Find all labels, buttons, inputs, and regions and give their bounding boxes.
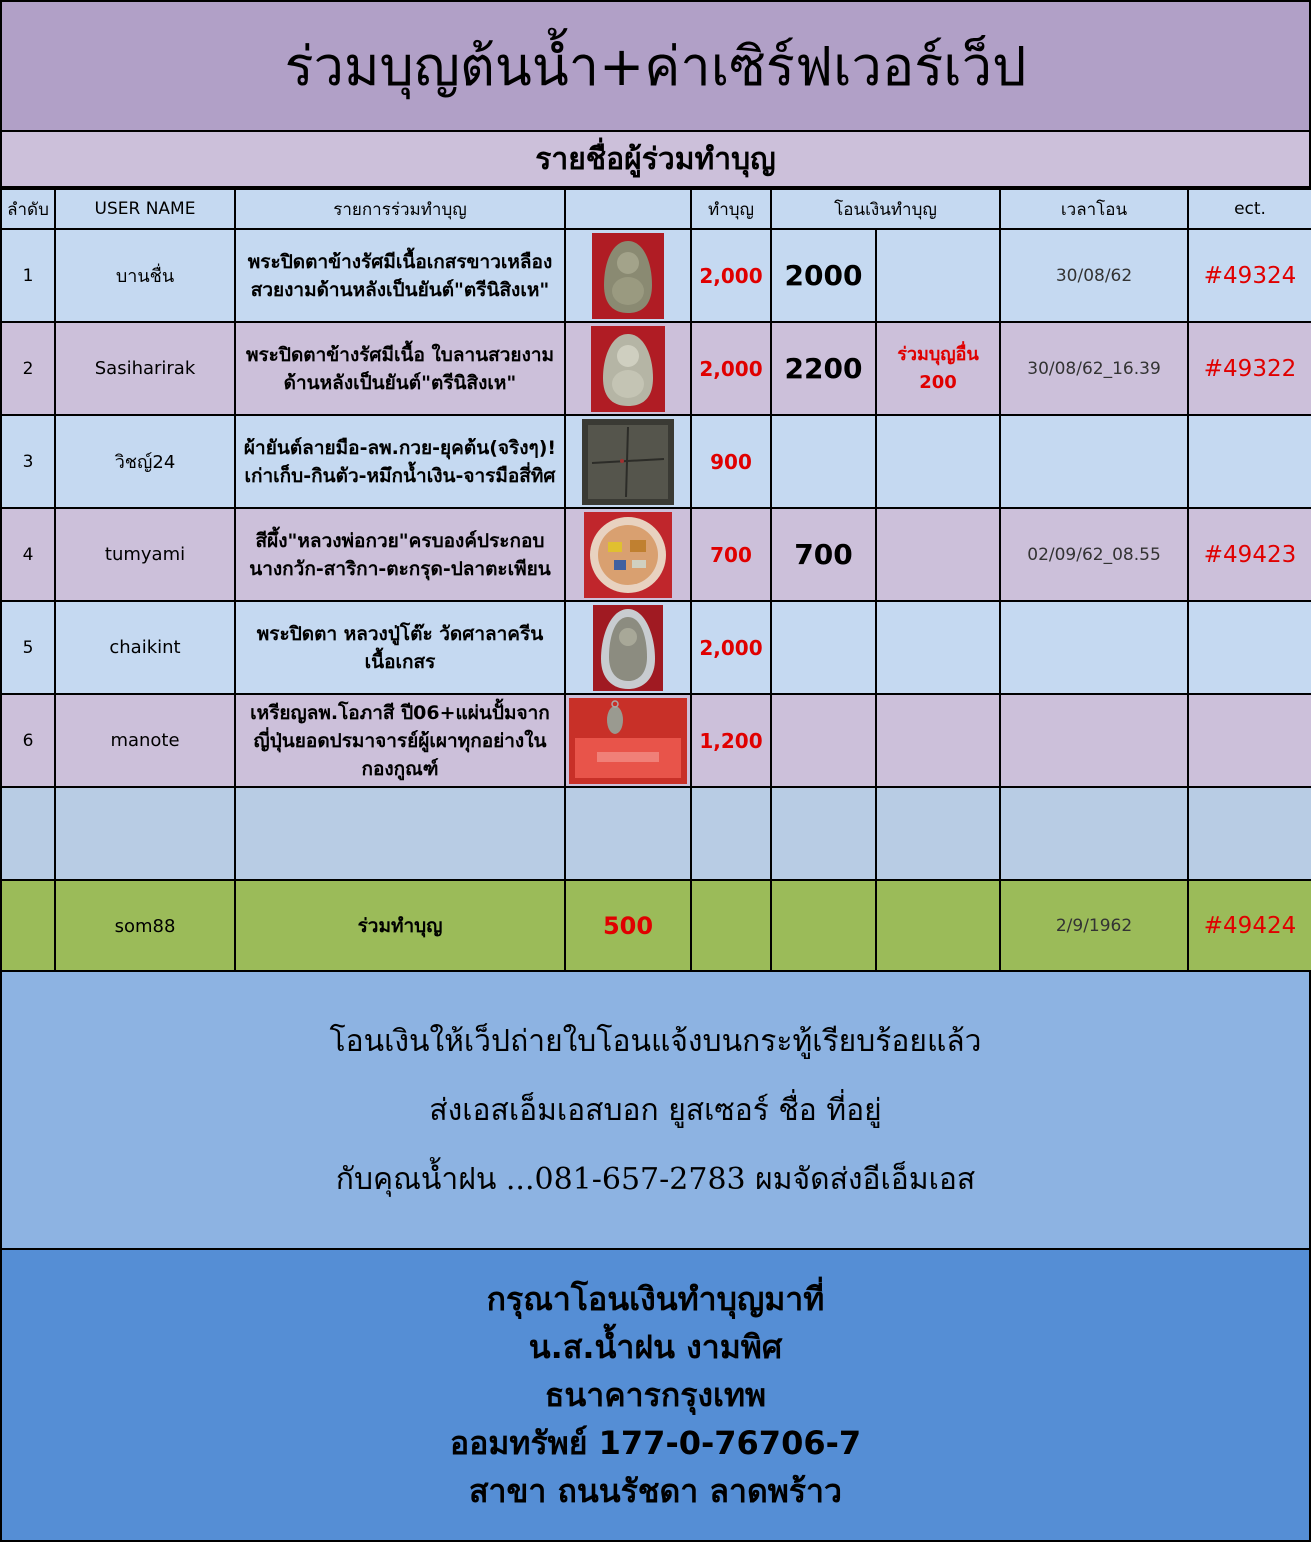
row-note xyxy=(876,508,1000,601)
row-amount: 2,000 xyxy=(691,601,771,694)
header-amount: ทำบุญ xyxy=(691,189,771,229)
special-amount: 500 xyxy=(565,880,691,972)
row-time: 02/09/62_08.55 xyxy=(1000,508,1188,601)
row-no: 3 xyxy=(1,415,55,508)
bank-line: ออมทรัพย์ 177-0-76706-7 xyxy=(449,1424,862,1462)
table-row xyxy=(1,229,1311,322)
amulet-photo xyxy=(592,233,664,319)
row-note: ร่วมบุญอื่น 200 xyxy=(876,322,1000,415)
row-item: สีผึ้ง"หลวงพ่อกวย"ครบองค์ประกอบนางกวัก-สาริกา-ตะกรุด-ปลาตะเพียน xyxy=(235,508,565,601)
header-ect: ect. xyxy=(1188,189,1311,229)
row-no: 2 xyxy=(1,322,55,415)
row-transfer xyxy=(771,415,876,508)
header-no: ลำดับ xyxy=(1,189,55,229)
special-item: ร่วมทำบุญ xyxy=(235,880,565,972)
row-user: บานชื่น xyxy=(55,229,235,322)
row-user: tumyami xyxy=(55,508,235,601)
special-row xyxy=(1,880,1311,972)
header-image xyxy=(565,189,691,229)
row-time: 30/08/62 xyxy=(1000,229,1188,322)
row-amount: 1,200 xyxy=(691,694,771,787)
row-time xyxy=(1000,415,1188,508)
row-no: 6 xyxy=(1,694,55,787)
row-amount: 2,000 xyxy=(691,229,771,322)
amulet-photo xyxy=(593,605,663,691)
bank-panel xyxy=(0,1250,1311,1542)
instructions-panel xyxy=(0,970,1311,1250)
row-user: chaikint xyxy=(55,601,235,694)
header-user: USER NAME xyxy=(55,189,235,229)
row-time xyxy=(1000,601,1188,694)
table-row xyxy=(1,508,1311,601)
header-item: รายการร่วมทำบุญ xyxy=(235,189,565,229)
row-ect xyxy=(1188,694,1311,787)
row-transfer xyxy=(771,694,876,787)
special-time: 2/9/1962 xyxy=(1000,880,1188,972)
row-image xyxy=(565,601,691,694)
page-title: ร่วมบุญต้นน้ำ+ค่าเซิร์ฟเวอร์เว็ป xyxy=(0,0,1311,132)
row-amount: 900 xyxy=(691,415,771,508)
row-transfer: 2200 xyxy=(771,322,876,415)
row-user: วิชญ์24 xyxy=(55,415,235,508)
row-no: 5 xyxy=(1,601,55,694)
row-item: พระปิดตาข้างรัศมีเนื้อเกสรขาวเหลืองสวยงามด้านหลังเป็นยันต์"ตรีนิสิงเห" xyxy=(235,229,565,322)
row-item: ผ้ายันต์ลายมือ-ลพ.กวย-ยุคต้น(จริงๆ)!เก่าเก็บ-กินตัว-หมึกน้ำเงิน-จารมือสี่ทิศ xyxy=(235,415,565,508)
table-row xyxy=(1,694,1311,787)
row-item: เหรียญลพ.โอภาสี ปี06+แผ่นปั้มจากญี่ปุ่นยอดปรมาจารย์ผู้เผาทุกอย่างในกองกูณฑ์ xyxy=(235,694,565,787)
instruction-line: โอนเงินให้เว็ปถ่ายใบโอนแจ้งบนกระทู้เรียบร้อยแล้ว xyxy=(329,1023,982,1059)
page-subtitle: รายชื่อผู้ร่วมทำบุญ xyxy=(0,132,1311,188)
row-note xyxy=(876,694,1000,787)
row-ect xyxy=(1188,601,1311,694)
row-time xyxy=(1000,694,1188,787)
row-user: manote xyxy=(55,694,235,787)
row-image xyxy=(565,415,691,508)
cloth-talisman-photo xyxy=(582,419,674,505)
header-time: เวลาโอน xyxy=(1000,189,1188,229)
table-row-empty xyxy=(1,787,1311,880)
row-amount: 2,000 xyxy=(691,322,771,415)
row-image xyxy=(565,229,691,322)
instruction-line: ส่งเอสเอ็มเอสบอก ยูสเซอร์ ชื่อ ที่อยู่ xyxy=(429,1092,882,1128)
bank-line: น.ส.น้ำฝน งามพิศ xyxy=(528,1328,783,1366)
row-image xyxy=(565,322,691,415)
row-transfer xyxy=(771,601,876,694)
row-note xyxy=(876,415,1000,508)
special-ect: #49424 xyxy=(1188,880,1311,972)
table-header xyxy=(1,189,1311,229)
row-note xyxy=(876,601,1000,694)
special-user: som88 xyxy=(55,880,235,972)
row-transfer: 2000 xyxy=(771,229,876,322)
instruction-line: กับคุณน้ำฝน ...081-657-2783 ผมจัดส่งอีเอ็มเอส xyxy=(335,1161,976,1197)
bank-line: กรุณาโอนเงินทำบุญมาที่ xyxy=(486,1280,825,1318)
wax-box-photo xyxy=(584,512,672,598)
bank-line: สาขา ถนนรัชดา ลาดพร้าว xyxy=(469,1472,842,1510)
row-ect xyxy=(1188,415,1311,508)
row-ect: #49324 xyxy=(1188,229,1311,322)
row-ect: #49322 xyxy=(1188,322,1311,415)
row-user: Sasiharirak xyxy=(55,322,235,415)
bank-line: ธนาคารกรุงเทพ xyxy=(544,1376,767,1414)
row-item: พระปิดตาข้างรัศมีเนื้อ ใบลานสวยงามด้านหลังเป็นยันต์"ตรีนิสิงเห" xyxy=(235,322,565,415)
table-row xyxy=(1,322,1311,415)
donor-table xyxy=(0,188,1311,973)
row-ect: #49423 xyxy=(1188,508,1311,601)
table-row xyxy=(1,415,1311,508)
row-note xyxy=(876,229,1000,322)
row-image xyxy=(565,508,691,601)
row-time: 30/08/62_16.39 xyxy=(1000,322,1188,415)
table-row xyxy=(1,601,1311,694)
row-amount: 700 xyxy=(691,508,771,601)
row-image xyxy=(565,694,691,787)
row-transfer: 700 xyxy=(771,508,876,601)
row-no: 4 xyxy=(1,508,55,601)
row-no: 1 xyxy=(1,229,55,322)
amulet-photo xyxy=(591,326,665,412)
coin-photo xyxy=(569,698,687,784)
header-transfer: โอนเงินทำบุญ xyxy=(771,189,1000,229)
row-item: พระปิดตา หลวงปู่โต๊ะ วัดศาลาครีนเนื้อเกสร xyxy=(235,601,565,694)
